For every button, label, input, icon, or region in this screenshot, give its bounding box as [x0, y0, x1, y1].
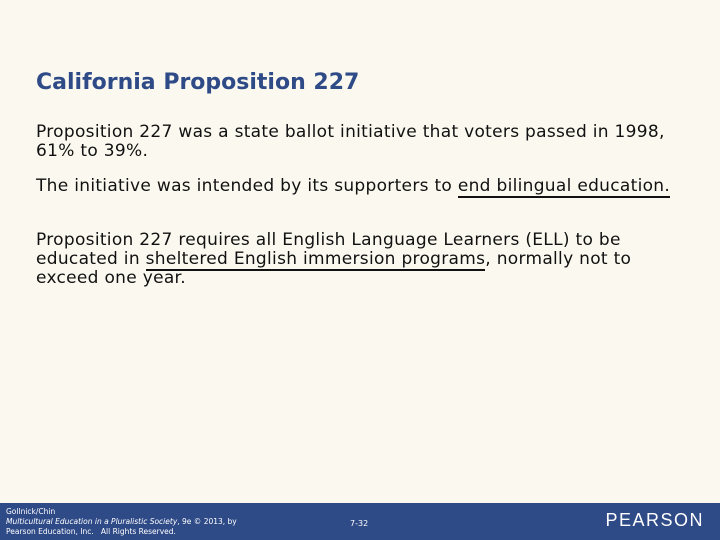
page-number: 7-32 [350, 519, 369, 528]
paragraph-requirements [36, 231, 676, 288]
citation-publisher: Pearson Education, Inc. All Rights Reserved. [6, 527, 176, 536]
paragraph-requirements-text-end: , normally not to exceed one year. [36, 249, 632, 288]
underlined-sheltered-english-immersion: sheltered English immersion programs [145, 249, 486, 269]
paragraph-intent-text: The initiative was intended by its supporters to [36, 176, 458, 196]
citation-book-title: Multicultural Education in a Pluralistic Society [6, 517, 178, 526]
paragraph-intent [36, 177, 676, 196]
citation [6, 507, 237, 537]
underlined-end-bilingual-education: end bilingual education. [457, 176, 671, 196]
citation-authors: Gollnick/Chin [6, 507, 56, 516]
citation-edition: , 9e © 2013, by [177, 517, 237, 526]
paragraph-requirements-text-start: Proposition 227 requires all English Language Learners (ELL) to be educated in [36, 230, 621, 269]
citation-book [6, 517, 237, 527]
pearson-logo: PEARSON [605, 510, 704, 530]
footer-bar [0, 503, 720, 540]
paragraph-vote-result: Proposition 227 was a state ballot initiative that voters passed in 1998, 61% to 39%. [36, 122, 665, 161]
slide-title: California Proposition 227 [36, 70, 360, 95]
